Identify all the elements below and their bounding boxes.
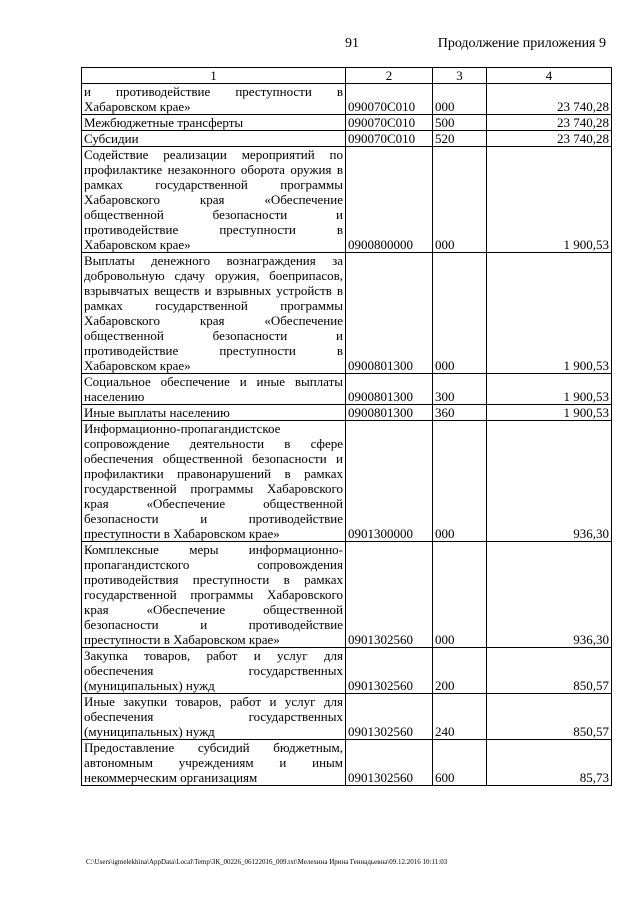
row-amount: 1 900,53	[487, 253, 612, 374]
row-amount: 85,73	[487, 740, 612, 786]
row-target-code: 0900801300	[346, 405, 433, 421]
row-expense-type: 000	[433, 421, 487, 542]
row-expense-type: 360	[433, 405, 487, 421]
row-target-code: 0900801300	[346, 253, 433, 374]
table-row	[82, 131, 612, 147]
row-expense-type: 000	[433, 542, 487, 648]
row-name: Комплексные меры информационно-пропагандистского сопровождения противодействия преступности в рамках государственной программы Хабаровского края «Обеспечение общественной безопасности и противодействие преступности в Хабаровском крае»	[82, 542, 346, 648]
row-name: Предоставление субсидий бюджетным, автономным учреждениям и иным некоммерческим организациям	[82, 740, 346, 786]
row-target-code: 090070C010	[346, 131, 433, 147]
row-name: Информационно-пропагандистское сопровождение деятельности в сфере обеспечения общественной безопасности и профилактики правонарушений в рамках государственной программы Хабаровского края «Обеспечение общественной безопасности и противодействие преступности в Хабаровском крае»	[82, 421, 346, 542]
row-name: Выплаты денежного вознаграждения за добровольную сдачу оружия, боеприпасов, взрывчатых веществ и взрывных устройств в рамках государственной программы Хабаровского края «Обеспечение общественной безопасности и противодействие преступности в Хабаровском крае»	[82, 253, 346, 374]
column-header: 1	[82, 68, 346, 84]
row-target-code: 0901302560	[346, 648, 433, 694]
row-amount: 936,30	[487, 542, 612, 648]
table-row	[82, 648, 612, 694]
table-row	[82, 405, 612, 421]
row-target-code: 0900800000	[346, 147, 433, 253]
row-expense-type: 000	[433, 84, 487, 115]
row-expense-type: 600	[433, 740, 487, 786]
row-amount: 23 740,28	[487, 84, 612, 115]
row-target-code: 0900801300	[346, 374, 433, 405]
row-name: Закупка товаров, работ и услуг для обеспечения государственных (муниципальных) нужд	[82, 648, 346, 694]
column-number-row	[82, 68, 612, 84]
file-path-footer: C:\Users\igmelekhina\AppData\Local\Temp\ЗК_00226_06122016_009.txt\Мелехина Ирина Геннадьевна\09.12.2016 10:11:03	[86, 858, 448, 866]
table-row	[82, 421, 612, 542]
row-expense-type: 240	[433, 694, 487, 740]
row-expense-type: 000	[433, 253, 487, 374]
row-name: Межбюджетные трансферты	[82, 115, 346, 131]
budget-table	[81, 67, 612, 786]
page-number: 91	[345, 36, 359, 51]
table-row	[82, 115, 612, 131]
column-header: 4	[487, 68, 612, 84]
row-amount: 1 900,53	[487, 374, 612, 405]
row-amount: 850,57	[487, 648, 612, 694]
row-amount: 23 740,28	[487, 115, 612, 131]
row-amount: 23 740,28	[487, 131, 612, 147]
row-expense-type: 000	[433, 147, 487, 253]
row-target-code: 0901300000	[346, 421, 433, 542]
row-expense-type: 520	[433, 131, 487, 147]
row-amount: 1 900,53	[487, 147, 612, 253]
table-row	[82, 374, 612, 405]
row-expense-type: 200	[433, 648, 487, 694]
table-row	[82, 147, 612, 253]
table-row	[82, 694, 612, 740]
row-name: Субсидии	[82, 131, 346, 147]
row-name: Иные выплаты населению	[82, 405, 346, 421]
table-row	[82, 740, 612, 786]
row-target-code: 0901302560	[346, 694, 433, 740]
table-row	[82, 542, 612, 648]
row-name: и противодействие преступности в Хабаровском крае»	[82, 84, 346, 115]
row-name: Содействие реализации мероприятий по профилактике незаконного оборота оружия в рамках государственной программы Хабаровского края «Обеспечение общественной безопасности и противодействие преступности в Хабаровском крае»	[82, 147, 346, 253]
row-target-code: 090070C010	[346, 84, 433, 115]
row-name: Иные закупки товаров, работ и услуг для обеспечения государственных (муниципальных) нужд	[82, 694, 346, 740]
row-target-code: 090070C010	[346, 115, 433, 131]
column-header: 3	[433, 68, 487, 84]
row-expense-type: 300	[433, 374, 487, 405]
row-target-code: 0901302560	[346, 740, 433, 786]
table-row	[82, 253, 612, 374]
row-amount: 1 900,53	[487, 405, 612, 421]
row-name: Социальное обеспечение и иные выплаты населению	[82, 374, 346, 405]
row-expense-type: 500	[433, 115, 487, 131]
row-amount: 850,57	[487, 694, 612, 740]
row-amount: 936,30	[487, 421, 612, 542]
table-row	[82, 84, 612, 115]
row-target-code: 0901302560	[346, 542, 433, 648]
appendix-continuation-label: Продолжение приложения 9	[437, 36, 606, 51]
column-header: 2	[346, 68, 433, 84]
